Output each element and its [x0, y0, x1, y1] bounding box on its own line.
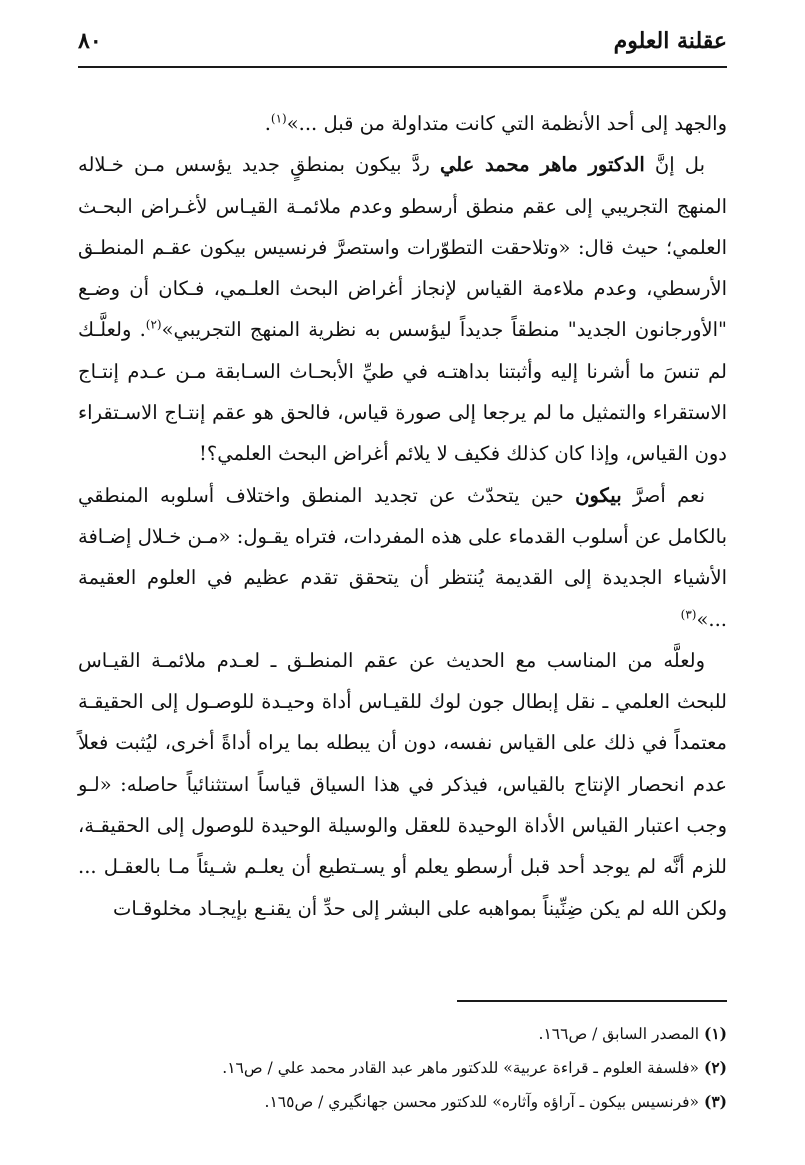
footnote-1 [78, 1017, 727, 1051]
footnote-ref-3[interactable]: (٣) [680, 607, 697, 622]
paragraph-1 [78, 103, 727, 144]
page-header [78, 22, 727, 68]
footnote-1-number: (١) [703, 1024, 727, 1043]
paragraph-3-text-a: نعم أصرَّ [621, 483, 705, 507]
footnote-3-text: «فرنسيس بيكون ـ آراؤه وآثاره» للدكتور محسن جهانگيري / ص١٦٥. [264, 1093, 704, 1111]
paragraph-2 [78, 144, 727, 474]
paragraph-1-text: والجهد إلى أحد الأنظمة التي كانت متداولة من قبل ...» [286, 112, 727, 135]
body-text [78, 103, 727, 929]
paragraph-3 [78, 475, 727, 640]
running-title: عقلنة العلوم [613, 28, 727, 54]
page-number: ٨٠ [78, 28, 102, 54]
bacon-name-bold: بيكون [575, 483, 622, 507]
footnote-3-number: (٣) [703, 1092, 727, 1111]
author-name-bold: الدكتور ماهر محمد علي [439, 153, 645, 177]
paragraph-2-text-c: . ولعلَّـك لم تنسَ ما أشرنا إليه وأثبتنا بداهتـه في طيِّ الأبحـاث السـابقة مـن عـدم إنتـاج الاستقراء والتمثيل ما لم يرجعا إلى صورة قياس، فالحق هو عقم إنتـاج الاسـتقراء دون القياس، وإذا كان كذلك فكيف لا يلائم أغراض البحث العلمي؟! [78, 318, 727, 466]
footnote-2 [78, 1051, 727, 1085]
footnote-1-text: المصدر السابق / ص١٦٦. [538, 1025, 704, 1043]
footnote-2-text: «فلسفة العلوم ـ قراءة عربية» للدكتور ماهر عبد القادر محمد علي / ص١٦. [222, 1059, 704, 1077]
footnotes [78, 1017, 727, 1119]
footnote-3 [78, 1085, 727, 1119]
footnote-separator [457, 1000, 727, 1002]
paragraph-4 [78, 640, 727, 929]
paragraph-4-text: ولعلَّه من المناسب مع الحديث عن عقم المنطـق ـ لعـدم ملائمـة القيـاس للبحث العلمي ـ نقل إبطال جون لوك للقيـاس أداة وحيـدة للوصـول إلى الحقيقـة معتمداً في ذلك على القياس نفسه، دون أن يبطله بما يراه أداةً أخرى، ليُثبت فعلاً عدم انحصار الإنتاج بالقياس، فيذكر في هذا السياق قياساً استثنائياً حاصله: «لـو وجب اعتبار القياس الأداة الوحيدة للعقل والوسيلة الوحيدة للوصول إلى الحقيقـة، للزم أنَّه لم يوجد أحد قبل أرسطو يعلم أو يسـتطيع أن يعلـم شـيئاً مـا بالعقـل ... ولكن الله لم يكن ضِنِّيناً بمواهبه على البشر إلى حدِّ أن يقنـع بإيجـاد مخلوقـات [78, 648, 727, 920]
paragraph-1-end: . [264, 112, 271, 135]
paragraph-2-text-a: بل إنَّ [644, 153, 706, 177]
footnote-ref-1[interactable]: (١) [270, 111, 287, 126]
footnote-2-number: (٢) [703, 1058, 727, 1077]
paragraph-2-text-b: ردَّ بيكون بمنطقٍ جديد يؤسس مـن خـلاله المنهج التجريبي إلى عقم منطق أرسطو وعدم ملائمـة القيـاس لأغـراض البحـث العلمي؛ حيث قال: «وتلاحقت التطوّرات واستصرَّ فرنسيس بيكون عقـم المنطـق الأرسطي، وعدم ملاءمة القياس لإنجاز أغراض البحث العلـمي، فـكان أن وضـع "الأورجانون الجديد" منطقاً جديداً ليؤسس به نظرية المنهج التجريبي» [78, 153, 727, 342]
paragraph-3-text-b: حين يتحدّث عن تجديد المنطق واختلاف أسلوبه المنطقي بالكامل عن أسلوب القدماء على هذه المفردات، فتراه يقـول: «مـن خـلال إضـافة الأشياء الجديدة إلى القديمة يُنتظر أن يتحقق تقدم عظيم في العلوم العقيمة ...» [78, 483, 727, 631]
footnote-ref-2[interactable]: (٢) [145, 317, 162, 332]
